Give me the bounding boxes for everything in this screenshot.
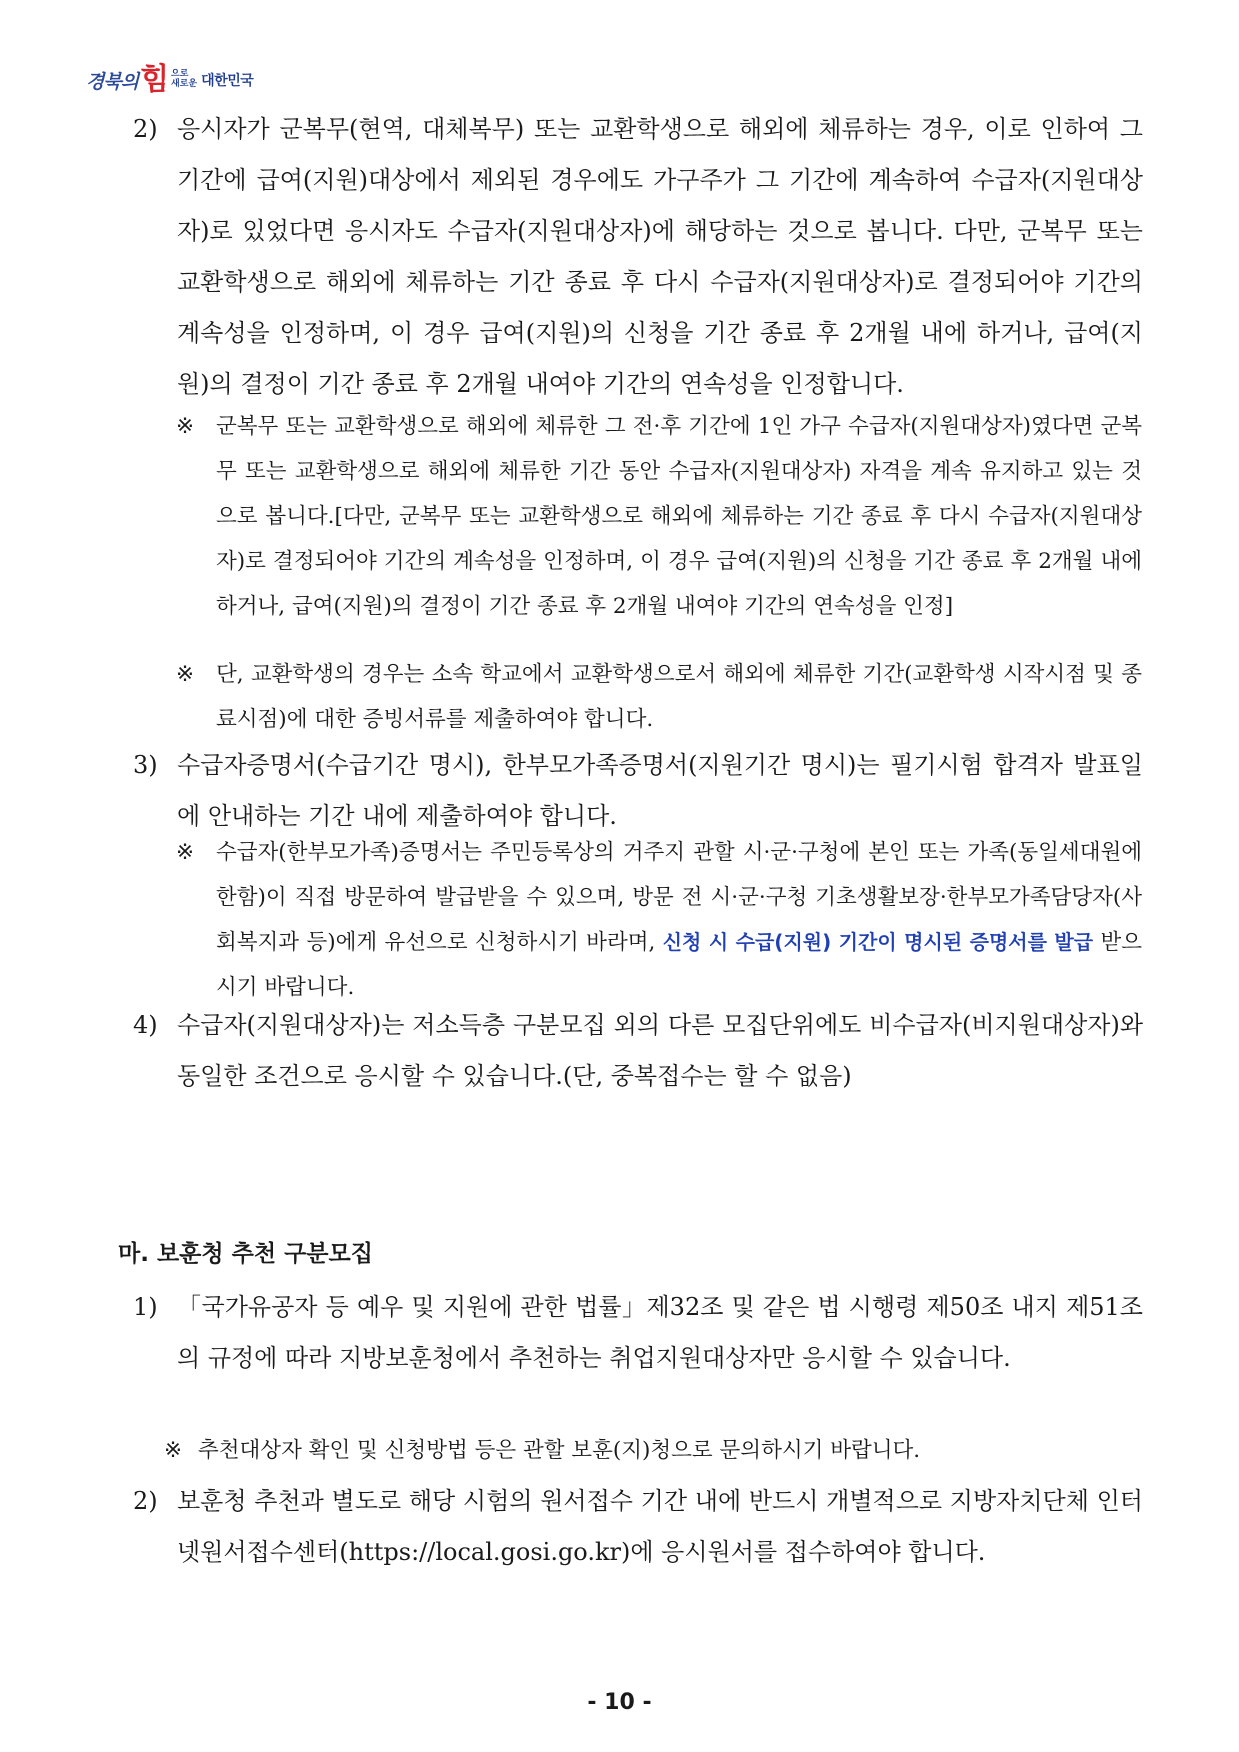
item-text: 수급자증명서(수급기간 명시), 한부모가족증명서(지원기간 명시)는 필기시험 합격자 발표일에 안내하는 기간 내에 제출하여야 합니다.	[177, 751, 1143, 830]
list-item-4	[133, 1000, 1143, 1102]
logo-stack	[171, 70, 197, 90]
logo-bang-text: 힘	[140, 62, 170, 97]
item-text: 보훈청 추천과 별도로 해당 시험의 원서접수 기간 내에 반드시 개별적으로 지방자치단체 인터넷원서접수센터(https://local.gosi.go.kr)에 응시원서를 접수하여야 합니다.	[177, 1487, 1143, 1566]
note-text: 군복무 또는 교환학생으로 해외에 체류한 그 전·후 기간에 1인 가구 수급자(지원대상자)였다면 군복무 또는 교환학생으로 해외에 체류한 기간 동안 수급자(지원대상자) 자격을 계속 유지하고 있는 것으로 봅니다.[다만, 군복무 또는 교환학생으로 해외에 체류하는 기간 종료 후 다시 수급자(지원대상자)로 결정되어야 기간의 계속성을 인정하며, 이 경우 급여(지원)의 신청을 기간 종료 후 2개월 내에 하거나, 급여(지원)의 결정이 기간 종료 후 2개월 내여야 기간의 연속성을 인정]	[216, 414, 1142, 619]
list-item-3	[133, 740, 1143, 842]
note-2a	[176, 404, 1142, 629]
item-number: 3)	[133, 751, 158, 779]
list-item-2	[133, 104, 1143, 410]
item-text: 「국가유공자 등 예우 및 지원에 관한 법률」제32조 및 같은 법 시행령 제50조 내지 제51조의 규정에 따라 지방보훈청에서 추천하는 취업지원대상자만 응시할 수 있습니다.	[177, 1293, 1143, 1372]
note-3	[176, 830, 1142, 1010]
note-m1	[164, 1428, 1144, 1473]
note-2b	[176, 652, 1142, 742]
logo-top-text: 으로	[171, 69, 189, 80]
item-number: 4)	[133, 1011, 158, 1039]
logo-script-text: 경북의	[86, 70, 139, 93]
note-mark: ※	[164, 1438, 183, 1463]
note-mark: ※	[176, 840, 195, 865]
note-text-main: 수급자(한부모가족)증명서는 주민등록상의 거주지 관할 시·군·구청에 본인 또는 가족(동일세대원에 한함)이 직접 방문하여 발급받을 수 있으며, 방문 전 시·군·구청 기초생활보장·한부모가족담당자(사회복지과 등)에게 유선으로 신청하시기 바라며,	[216, 840, 1142, 955]
page-number: - 10 -	[587, 1690, 652, 1715]
note-text: 단, 교환학생의 경우는 소속 학교에서 교환학생으로서 해외에 체류한 기간(교환학생 시작시점 및 종료시점)에 대한 증빙서류를 제출하여야 합니다.	[216, 662, 1142, 732]
note-mark: ※	[176, 662, 195, 687]
item-number: 2)	[133, 1487, 158, 1515]
item-text: 응시자가 군복무(현역, 대체복무) 또는 교환학생으로 해외에 체류하는 경우, 이로 인하여 그 기간에 급여(지원)대상에서 제외된 경우에도 가구주가 그 기간에 계속하여 수급자(지원대상자)로 있었다면 응시자도 수급자(지원대상자)에 해당하는 것으로 봅니다. 다만, 군복무 또는 교환학생으로 해외에 체류하는 기간 종료 후 다시 수급자(지원대상자)로 결정되어야 기간의 계속성을 인정하며, 이 경우 급여(지원)의 신청을 기간 종료 후 2개월 내에 하거나, 급여(지원)의 결정이 기간 종료 후 2개월 내여야 기간의 연속성을 인정합니다.	[177, 115, 1143, 398]
item-number: 1)	[133, 1293, 158, 1321]
note-text	[176, 830, 1142, 1010]
section-heading: 마. 보훈청 추천 구분모집	[118, 1241, 373, 1267]
header-logo	[86, 60, 253, 100]
highlighted-text: 신청 시 수급(지원) 기간이 명시된 증명서를 발급	[662, 930, 1094, 954]
note-text: 추천대상자 확인 및 신청방법 등은 관할 보훈(지)청으로 문의하시기 바랍니다.	[198, 1438, 921, 1463]
note-text-tail: 받으시기 바랍니다.	[216, 930, 1142, 1000]
item-number: 2)	[133, 115, 158, 143]
list-item-m2	[133, 1476, 1143, 1578]
list-item-m1	[133, 1282, 1143, 1384]
logo-korea-text: 대한민국	[201, 73, 254, 89]
logo-bottom-text: 새로운	[171, 79, 198, 89]
item-text: 수급자(지원대상자)는 저소득층 구분모집 외의 다른 모집단위에도 비수급자(비지원대상자)와 동일한 조건으로 응시할 수 있습니다.(단, 중복접수는 할 수 없음)	[177, 1011, 1143, 1090]
note-mark: ※	[176, 414, 195, 439]
